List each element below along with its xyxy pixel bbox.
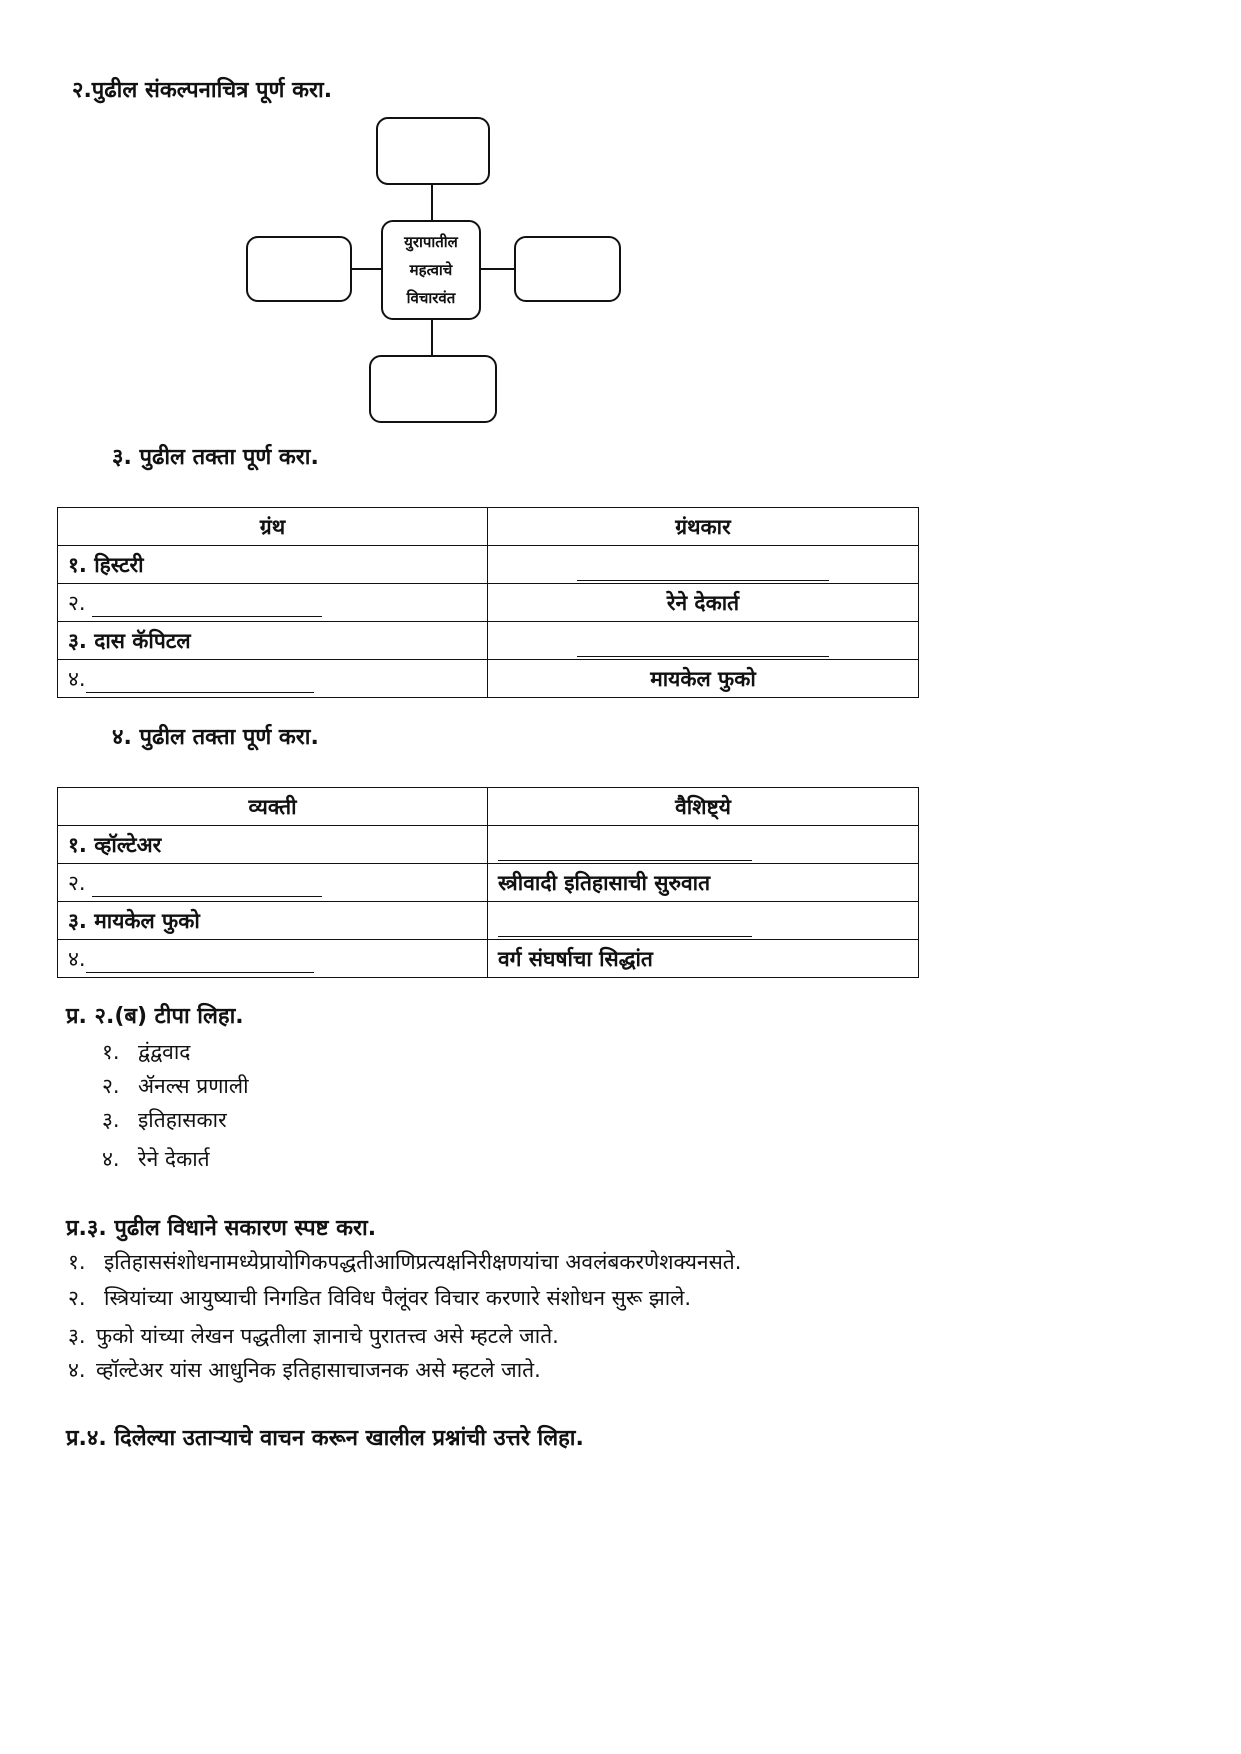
center-label-line-3: विचारवंत — [406, 289, 456, 307]
answer-blank[interactable] — [86, 950, 314, 973]
header-features: वैशिष्ट्ये — [488, 788, 919, 826]
person-blank-cell[interactable] — [58, 940, 488, 978]
row-number: २. — [68, 870, 93, 895]
item-text: इतिहाससंशोधनामध्येप्रायोगिकपद्धतीआणिप्रत्यक्षनिरीक्षणयांचा अवलंबकरणेशक्यनसते. — [104, 1250, 742, 1274]
list-item — [102, 1072, 249, 1100]
connector-left — [352, 268, 381, 270]
connector-right — [481, 268, 514, 270]
list-item — [102, 1106, 227, 1134]
feature-cell: वर्ग संघर्षाचा सिद्धांत — [488, 940, 919, 978]
table-header-row — [58, 788, 919, 826]
item-number: २. — [68, 1286, 86, 1310]
author-blank-cell[interactable] — [488, 546, 919, 584]
author-cell: मायकेल फुको — [488, 660, 919, 698]
table-row — [58, 584, 919, 622]
item-number: ४. — [102, 1147, 120, 1171]
table-row — [58, 864, 919, 902]
item-text: व्हॉल्टेअर यांस आधुनिक इतिहासाचाजनक असे म्हटले जाते. — [96, 1358, 541, 1382]
person-cell: ३. मायकेल फुको — [58, 902, 488, 940]
table-row — [58, 660, 919, 698]
item-number: ४. — [68, 1358, 86, 1382]
table-row — [58, 622, 919, 660]
item-number: १. — [102, 1040, 120, 1064]
answer-blank[interactable] — [92, 874, 322, 897]
concept-box-left[interactable] — [246, 236, 352, 302]
person-blank-cell[interactable] — [58, 864, 488, 902]
connector-top — [431, 185, 433, 220]
feature-blank-cell[interactable] — [488, 826, 919, 864]
item-text: रेने देकार्त — [138, 1147, 210, 1171]
answer-blank[interactable] — [498, 914, 752, 937]
answer-blank[interactable] — [498, 838, 752, 861]
list-item — [68, 1322, 559, 1350]
list-item — [68, 1356, 541, 1384]
item-text: द्वंद्ववाद — [138, 1040, 191, 1064]
q4-table-heading: ४. पुढील तक्ता पूर्ण करा. — [112, 725, 319, 750]
q4-passage-heading: प्र.४. दिलेल्या उताऱ्याचे वाचन करून खालील प्रश्नांची उत्तरे लिहा. — [66, 1426, 584, 1451]
person-cell: १. व्हॉल्टेअर — [58, 826, 488, 864]
list-item — [102, 1038, 190, 1066]
book-blank-cell[interactable] — [58, 584, 488, 622]
header-person: व्यक्ती — [58, 788, 488, 826]
book-cell: १. हिस्टरी — [58, 546, 488, 584]
concept-box-top[interactable] — [376, 117, 490, 185]
persons-features-table — [57, 787, 919, 978]
answer-blank[interactable] — [92, 594, 322, 617]
item-number: ३. — [68, 1324, 86, 1348]
book-blank-cell[interactable] — [58, 660, 488, 698]
table-header-row — [58, 508, 919, 546]
item-text: इतिहासकार — [138, 1108, 227, 1132]
list-item — [68, 1248, 741, 1276]
center-label-line-1: युरापातील — [404, 233, 458, 251]
item-number: २. — [102, 1074, 120, 1098]
table-row — [58, 826, 919, 864]
header-authors: ग्रंथकार — [488, 508, 919, 546]
item-number: ३. — [102, 1108, 120, 1132]
row-number: ४. — [68, 666, 86, 691]
table-row — [58, 546, 919, 584]
answer-blank[interactable] — [86, 670, 314, 693]
connector-bottom — [431, 320, 433, 355]
concept-box-right[interactable] — [514, 236, 621, 302]
center-label-line-2: महत्वाचे — [409, 261, 453, 279]
q2-heading: २.पुढील संकल्पनाचित्र पूर्ण करा. — [72, 78, 333, 103]
books-authors-table — [57, 507, 919, 698]
feature-blank-cell[interactable] — [488, 902, 919, 940]
table-row — [58, 940, 919, 978]
feature-cell: स्त्रीवादी इतिहासाची सुरुवात — [488, 864, 919, 902]
answer-blank[interactable] — [577, 558, 829, 581]
book-cell: ३. दास कॅपिटल — [58, 622, 488, 660]
list-item — [102, 1145, 210, 1173]
concept-center-box — [381, 220, 481, 320]
author-cell: रेने देकार्त — [488, 584, 919, 622]
q3-table-heading: ३. पुढील तक्ता पूर्ण करा. — [112, 445, 319, 470]
answer-blank[interactable] — [577, 634, 829, 657]
item-text: स्त्रियांच्या आयुष्याची निगडित विविध पैलूंवर विचार करणारे संशोधन सुरू झाले. — [104, 1286, 692, 1310]
author-blank-cell[interactable] — [488, 622, 919, 660]
item-text: फुको यांच्या लेखन पद्धतीला ज्ञानाचे पुरातत्त्व असे म्हटले जाते. — [96, 1324, 559, 1348]
q2b-notes-heading: प्र. २.(ब) टीपा लिहा. — [66, 1004, 244, 1029]
row-number: ४. — [68, 946, 86, 971]
table-row — [58, 902, 919, 940]
header-books: ग्रंथ — [58, 508, 488, 546]
item-number: १. — [68, 1250, 86, 1274]
item-text: ॲनल्स प्रणाली — [138, 1074, 249, 1098]
q3-reasons-heading: प्र.३. पुढील विधाने सकारण स्पष्ट करा. — [66, 1216, 377, 1241]
concept-box-bottom[interactable] — [369, 355, 497, 423]
list-item — [68, 1284, 691, 1312]
row-number: २. — [68, 590, 93, 615]
